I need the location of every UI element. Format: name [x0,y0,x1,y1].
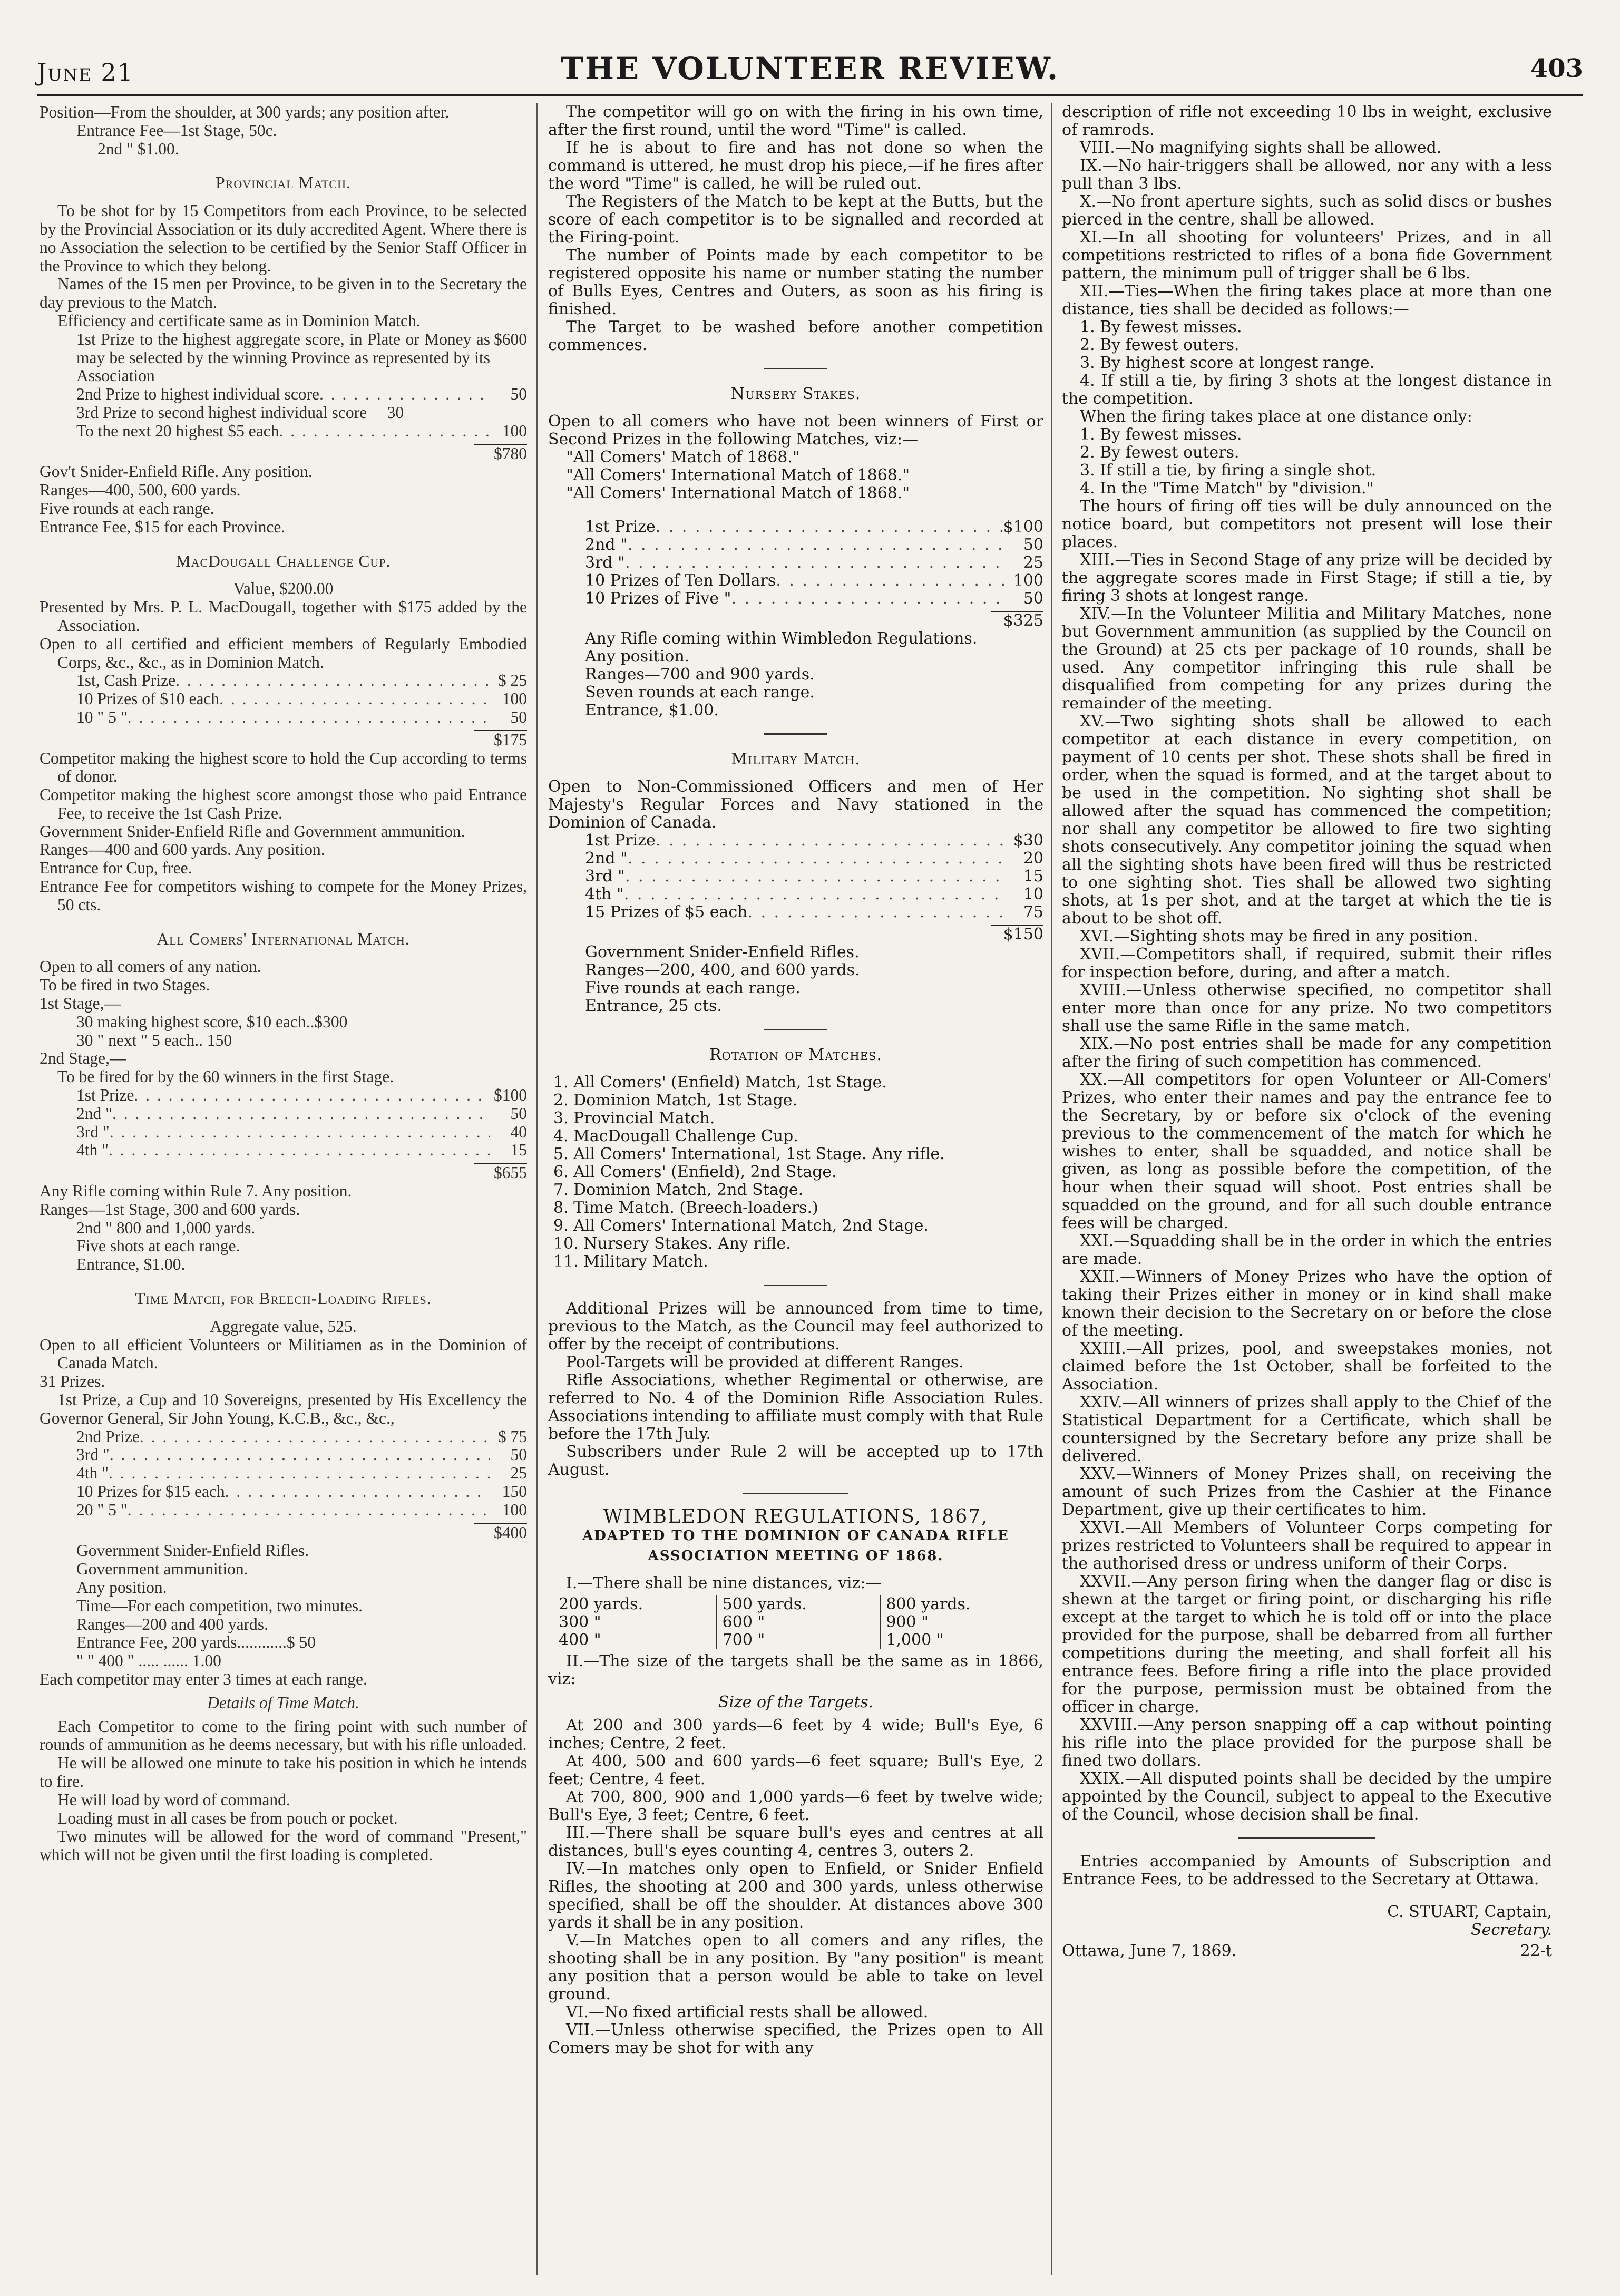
prize-row [40,1428,527,1446]
prize-label: 2nd Prize [76,1427,140,1446]
prize-label: 3rd Prize to second highest individual score [76,403,367,422]
paragraph: Open to all certified and efficient members of Regularly Embodied Corps, &c., &c., as in Dominion Match. [40,634,527,672]
section-heading: Provincial Match. [216,173,351,192]
prize-total: $325 [1003,611,1043,630]
paragraph: Five rounds at each range. [585,979,801,997]
paragraph: Entrance Fee for competitors wishing to compete for the Money Prizes, 50 cts. [40,877,527,914]
prize-row [40,1501,527,1520]
list-item: 1. By fewest misses. [1080,425,1242,444]
prize-total: $780 [494,444,527,463]
paragraph: At 200 and 300 yards—6 feet by 4 wide; Bull's Eye, 6 inches; Centre, 2 feet. [548,1716,1043,1753]
paragraph: Pool-Targets will be provided at different Ranges. [566,1353,964,1371]
paragraph: Government Snider-Enfield Rifles. [585,943,860,961]
prize-list [548,832,1043,943]
paragraph: He will load by word of command. [57,1790,290,1809]
paragraph: If he is about to fire and has not done so when the command is uttered, he must drop his piece,—if he fires after the word "Time" is called, he will be ruled out. [548,139,1043,193]
list-item: 8. Time Match. (Breech-loaders.) [553,1199,818,1217]
paragraph: "All Comers' International Match of 1868." [566,484,910,502]
prize-amount: 100 [502,689,527,708]
paragraph: The number of Points made by each competitor to be registered opposite his name or number stating the number of Bulls Eyes, Centres and Outers, as soon as his firing is finished. [548,246,1043,318]
prize-row [40,672,527,690]
section-title: WIMBLEDON REGULATIONS, 1867, [603,1506,989,1528]
prize-label: 2nd Prize to highest individual score [76,385,320,404]
rotation-list [548,1074,1043,1271]
paragraph: Competitor making the highest score amongst those who paid Entrance Fee, to receive the 1st Cash Prize. [40,785,527,822]
prize-row [548,903,1043,921]
paragraph: Any position. [585,647,690,666]
prize-row [40,1086,527,1105]
prize-label: 10 Prizes of $10 each [76,689,220,708]
paragraph: XXIV.—All winners of prizes shall apply to the Chief of the Statistical Department for a Certificate, which shall be countersigned by the Secretary before any prize shall be delivered. [1062,1393,1552,1465]
prize-row [40,404,527,422]
prize-row [548,886,1043,903]
paragraph: The hours of firing off ties will be duly announced on the notice board, but competitors not present will lose their places. [1062,497,1552,551]
prize-amount: 50 [510,1445,527,1464]
prize-amount: 50 [510,385,527,404]
subsection-heading: Details of Time Match. [207,1693,359,1712]
section-heading: Nursery Stakes. [730,385,861,403]
distance-cell: 200 yards. [559,1595,643,1613]
place-date: Ottawa, June 7, 1869. [1062,1942,1237,1960]
paragraph: Two minutes will be allowed for the word of command "Present," which will not be given until the first loading is completed. [40,1827,527,1864]
prize-total: $400 [494,1523,527,1542]
prize-label: 4th " [585,885,624,903]
prize-total: $655 [494,1163,527,1182]
issue-date: June 21 [37,58,134,86]
list-item: 3. Provincial Match. [553,1109,715,1127]
prize-label: 10 Prizes of Five " [585,589,731,608]
prize-label: 1st Prize [76,1086,134,1105]
prize-row [40,385,527,404]
paragraph: IV.—In matches only open to Enfield, or Snider Enfield Rifles, the shooting at 200 and 300 yards, unless otherwise specified, shall be off the shoulder. At distances above 300 yards it shall be in any position. [548,1860,1043,1932]
paragraph: XVI.—Sighting shots may be fired in any position. [1080,927,1478,946]
prize-row [40,1446,527,1464]
paragraph: To be fired for by the 60 winners in the first Stage. [57,1067,394,1086]
section-heading: Military Match. [731,750,861,768]
paragraph: II.—The size of the targets shall be the same as in 1866, viz: [548,1652,1043,1688]
section-divider [743,1493,848,1494]
prize-row [548,518,1043,536]
paragraph: 2nd " 800 and 1,000 yards. [76,1218,256,1237]
paragraph: Entrance, $1.00. [585,701,719,719]
paragraph: Position—From the shoulder, at 300 yards; any position after. [40,103,450,121]
prize-total: $175 [494,730,527,749]
paragraph: Names of the 15 men per Province, to be given in to the Secretary the day previous to the Match. [40,275,527,312]
masthead-title: THE VOLUNTEER REVIEW. [560,51,1060,86]
paragraph: Time—For each competition, two minutes. [76,1596,363,1615]
paragraph: IX.—No hair-triggers shall be allowed, nor any with a less pull than 3 lbs. [1062,157,1552,193]
column-3 [1062,103,1552,2275]
paragraph: " " 400 " ..... ...... 1.00 [76,1651,221,1670]
paragraph: Value, $200.00 [233,579,334,598]
prize-label: 20 " 5 " [76,1500,128,1519]
paragraph: XX.—All competitors for open Volunteer or All-Comers' Prizes, who enter their names and pay the entrance fee to the Secretary, by or before six o'clock of the evening previous to the commencement of the match for which he wishes to enter, shall be squadded, and notice shall be given, as long as possible before the competition, of the hour when their squad will shoot. Post entries shall be squadded on the ground, and for all such double entrance fees will be charged. [1062,1071,1552,1232]
paragraph: "All Comers' International Match of 1868." [566,466,910,484]
paragraph: Seven rounds at each range. [585,683,815,702]
paragraph: Any Rifle coming within Rule 7. Any position. [40,1182,352,1201]
distance-table [553,1595,1043,1649]
dateline [1062,1942,1552,1960]
paragraph: Ranges—200 and 400 yards. [76,1614,268,1633]
prize-label: 3rd " [76,1445,110,1464]
column-divider [536,103,538,2275]
prize-label: 3rd " [585,553,625,572]
section-divider [764,368,827,369]
paragraph: XV.—Two sighting shots shall be allowed to each competitor at each distance in every competition, on payment of 10 cents per shot. These shots shall be fired in order, when the squad is formed, and at the target about to be used in the competition. No sighting shot shall be allowed after the squad has commenced the competition; nor shall any competitor be allowed to fire two sighting shots consecutively. Any competitor joining the squad when all the sighting shots have been fired will thus be restricted to one sighting shot. Ties shall be allowed two sighting shots, at 1s per shot, and at the target at which the tie is about to be shot off. [1062,712,1552,928]
prize-amount: 75 [1023,903,1043,921]
paragraph: XI.—In all shooting for volunteers' Prizes, and in all competitions restricted to rifles of a bona fide Government pattern, the minimum pull of trigger shall be 6 lbs. [1062,228,1552,283]
prize-amount: 100 [502,1500,527,1519]
paragraph: 1st Prize, a Cup and 10 Sovereigns, presented by His Excellency the Governor General, Sir John Young, K.C.B., &c., &c., [40,1390,527,1427]
prize-amount: 30 [387,403,404,422]
distance-cell: 900 " [886,1613,929,1631]
prize-row [40,1141,527,1160]
list-item: 11. Military Match. [553,1252,708,1271]
subsection-heading: Size of the Targets. [718,1693,874,1711]
prize-amount: 25 [1023,553,1043,572]
paragraph: Entries accompanied by Amounts of Subscription and Entrance Fees, to be addressed to the Secretary at Ottawa. [1062,1852,1552,1889]
prize-amount: 50 [510,707,527,726]
paragraph: XVII.—Competitors shall, if required, submit their rifles for inspection before, during, and after a match. [1062,945,1552,981]
paragraph: XIII.—Ties in Second Stage of any prize will be decided by the aggregate scores made in First Stage; if still a tie, by firing 3 shots at longest range. [1062,551,1552,605]
paragraph: Five rounds at each range. [40,499,214,518]
distance-cell: 300 " [559,1613,601,1631]
paragraph: XXIII.—All prizes, pool, and sweepstakes monies, not claimed before the 1st October, shall be forfeited to the Association. [1062,1339,1552,1394]
paragraph: Entrance Fee, 200 yards............$ 50 [76,1633,316,1652]
paragraph: Additional Prizes will be announced from time to time, previous to the Match, as the Council may feel authorized to offer by the receipt of contributions. [548,1299,1043,1354]
prize-row [548,850,1043,868]
paragraph: Open to all efficient Volunteers or Militiamen as in the Dominion of Canada Match. [40,1335,527,1373]
paragraph: 1st Stage,— [40,994,121,1013]
prize-total: $150 [1003,925,1043,943]
paragraph: VI.—No fixed artificial rests shall be allowed. [566,2003,929,2021]
column-1 [40,103,527,2275]
prize-list [40,1086,527,1182]
paragraph: VII.—Unless otherwise specified, the Prizes open to All Comers may be shot for with any [548,2021,1043,2057]
prize-list [40,1428,527,1542]
paragraph: 2nd " $1.00. [97,139,179,158]
paragraph: When the firing takes place at one distance only: [1080,407,1472,426]
section-heading: MacDougall Challenge Cup. [175,551,391,570]
paragraph: description of rifle not exceeding 10 lbs in weight, exclusive of ramrods. [1062,103,1552,139]
list-item: 4. MacDougall Challenge Cup. [553,1127,798,1145]
paragraph: 30 making highest score, $10 each..$300 [76,1012,348,1031]
distance-cell: 500 yards. [722,1595,807,1613]
prize-row [40,1123,527,1142]
paragraph: III.—There shall be square bull's eyes and centres at all distances, bull's eyes counting 4, centres 3, outers 2. [548,1824,1043,1860]
page-number: 403 [1530,54,1583,83]
paragraph: 30 " next " 5 each.. 150 [76,1030,232,1049]
paragraph: Any position. [76,1578,167,1597]
prize-amount: 20 [1023,849,1043,868]
paragraph: Entrance, 25 cts. [585,997,722,1015]
paragraph: XII.—Ties—When the firing takes place at more than one distance, ties shall be decided as follows:— [1062,282,1552,318]
paragraph: 31 Prizes. [40,1372,105,1391]
paragraph: X.—No front aperture sights, such as solid discs or bushes pierced in the centre, shall be allowed. [1062,192,1552,229]
paragraph: Government Snider-Enfield Rifle and Government ammunition. [40,822,465,841]
prize-list [548,518,1043,630]
prize-label: 1st Prize [585,518,656,536]
list-item: 2. By fewest outers. [1080,443,1240,462]
prize-label: 3rd " [76,1122,110,1141]
paragraph: XXVI.—All Members of Volunteer Corps competing for prizes restricted to Volunteers shall be required to appear in the authorised dress or undress uniform of their Corps. [1062,1519,1552,1573]
column-divider [1051,103,1052,2275]
prize-row [548,572,1043,590]
running-head [37,51,1583,98]
prize-amount: $100 [494,1086,527,1105]
list-item: 1. By fewest misses. [1080,318,1242,336]
paragraph: Presented by Mrs. P. L. MacDougall, together with $175 added by the Association. [40,598,527,635]
prize-row [548,590,1043,608]
section-divider [764,1285,827,1286]
section-heading: Rotation of Matches. [709,1046,882,1064]
prize-row [40,1464,527,1483]
paragraph: To be shot for by 15 Competitors from each Province, to be selected by the Provincial Association or its duly accredited Agent. Where there is no Association the selection to be certified by the Senior Staff Officer in the Province to which they belong. [40,201,527,275]
prize-row [40,422,527,441]
paragraph: Ranges—200, 400, and 600 yards. [585,961,860,979]
paragraph: Rifle Associations, whether Regimental or otherwise, are referred to No. 4 of the Dominion Rifle Association Rules. Associations intending to affiliate must comply with that Rule before the 17th July. [548,1371,1043,1443]
paragraph: Entrance Fee—1st Stage, 50c. [76,121,277,140]
paragraph: XXII.—Winners of Money Prizes who have the option of taking their Prizes either in money or in kind shall make known their decision to the Secretary on or before the close of the meeting. [1062,1268,1552,1340]
prize-amount: $100 [1003,518,1043,536]
paragraph: Aggregate value, 525. [210,1317,357,1336]
prize-row [40,1105,527,1123]
paragraph: Ranges—700 and 900 yards. [585,665,815,684]
paragraph: At 400, 500 and 600 yards—6 feet square; Bull's Eye, 2 feet; Centre, 4 feet. [548,1752,1043,1788]
paragraph: Any Rifle coming within Wimbledon Regulations. [585,629,978,648]
distance-cell: 400 " [559,1631,601,1649]
prize-amount: 50 [510,1104,527,1123]
paragraph: XVIII.—Unless otherwise specified, no competitor shall enter more than once for any prize. No two competitors shall use the same Rifle in the same match. [1062,981,1552,1035]
prize-label: To the next 20 highest $5 each [76,421,279,440]
prize-amount: 25 [510,1464,527,1483]
paragraph: Government Snider-Enfield Rifles. [76,1541,309,1560]
prize-amount: 50 [1023,589,1043,608]
paragraph: XXI.—Squadding shall be in the order in which the entries are made. [1062,1232,1552,1268]
prize-amount: 40 [510,1122,527,1141]
paragraph: XIV.—In the Volunteer Militia and Military Matches, none but Government ammunition (as supplied by the Council on the Ground) at 25 cts per package of 10 rounds, shall be used. Any competitor infringing this rule shall be disqualified from competing for any prizes during the remainder of the meeting. [1062,605,1552,713]
prize-row [548,536,1043,554]
prize-label: 1st, Cash Prize [76,671,176,690]
prize-amount: $ 25 [497,671,527,690]
paragraph: Each Competitor to come to the firing point with such number of rounds of ammunition as he deems necessary, but with his rifle unloaded. [40,1717,527,1754]
prize-label: 4th " [76,1141,109,1160]
list-item: 3. By highest score at longest range. [1080,354,1375,372]
prize-label: 15 Prizes of $5 each [585,903,748,921]
paragraph: The competitor will go on with the firing in his own time, after the first round, until the word "Time" is called. [548,103,1043,139]
list-item: 10. Nursery Stakes. Any rifle. [553,1234,791,1253]
paragraph: "All Comers' Match of 1868." [566,448,800,466]
prize-amount: 10 [1023,885,1043,903]
paragraph: Five shots at each range. [76,1237,240,1256]
paragraph: Each competitor may enter 3 times at each range. [40,1669,367,1688]
paragraph: Entrance, $1.00. [76,1255,186,1274]
prize-row [548,554,1043,572]
section-heading: All Comers' International Match. [157,929,410,948]
prize-row [548,868,1043,886]
list-item: 5. All Comers' International, 1st Stage. Any rifle. [553,1145,945,1163]
paragraph: He will be allowed one minute to take his position in which he intends to fire. [40,1754,527,1791]
prize-label: 10 " 5 " [76,707,128,726]
paragraph: Subscribers under Rule 2 will be accepted up to 17th August. [548,1443,1043,1479]
prize-label: 1st Prize [585,831,656,850]
paragraph: XXIX.—All disputed points shall be decided by the umpire appointed by the Council, subject to appeal to the Executive of the Council, whose decision shall be final. [1062,1769,1552,1824]
list-item: 2. By fewest outers. [1080,336,1240,354]
column-2 [548,103,1043,2275]
prize-row [40,330,527,385]
prize-list [40,672,527,749]
paragraph: To be fired in two Stages. [40,976,210,995]
paragraph: 2nd Stage,— [40,1049,126,1068]
distance-column [717,1595,881,1649]
prize-amount: $600 [494,329,527,348]
prize-amount: $30 [1013,831,1043,850]
signature-role: Secretary. [1471,1921,1552,1939]
paragraph: Open to all comers who have not been winners of First or Second Prizes in the following Matches, viz:— [548,412,1043,449]
paragraph: Government ammunition. [76,1560,248,1579]
ad-code: 22-t [1520,1942,1552,1960]
prize-label: 2nd " [76,1104,112,1123]
paragraph: VIII.—No magnifying sights shall be allowed. [1080,139,1442,157]
section-divider [1238,1837,1375,1839]
paragraph: Ranges—400 and 600 yards. Any position. [40,840,325,859]
prize-amount: 100 [502,421,527,440]
paragraph: Efficiency and certificate same as in Dominion Match. [57,311,421,330]
paragraph: Ranges—400, 500, 600 yards. [40,481,241,500]
list-item: 7. Dominion Match, 2nd Stage. [553,1181,804,1199]
distance-cell: 700 " [722,1631,765,1649]
paragraph: XXVII.—Any person firing when the danger flag or disc is shewn at the target or firing point, or discharging his rifle except at the target to which he is told off or into the place provided for the purpose, shall be debarred from all further competitions during the meeting, and shall forfeit all his entrance fees. Before firing a rifle into the place provided for the purpose, permission must be obtained from the officer in charge. [1062,1572,1552,1716]
paragraph: Ranges—1st Stage, 300 and 600 yards. [40,1200,300,1219]
list-item: 4. In the "Time Match" by "division." [1080,479,1374,498]
signature-name: C. STUART, Captain, [1387,1903,1552,1921]
paragraph: XXVIII.—Any person snapping off a cap without pointing his rifle into the place provided for the purpose shall be fined two dollars. [1062,1716,1552,1770]
paragraph: Loading must in all cases be from pouch or pocket. [57,1808,398,1827]
prize-list [40,330,527,463]
prize-row [548,832,1043,850]
prize-label: 10 Prizes of Ten Dollars [585,571,776,590]
prize-amount: 150 [502,1482,527,1501]
paragraph: Entrance Fee, $15 for each Province. [40,517,286,536]
paragraph: Competitor making the highest score to hold the Cup according to terms of donor. [40,748,527,786]
paragraph: Gov't Snider-Enfield Rifle. Any position. [40,462,313,481]
paragraph: XXV.—Winners of Money Prizes shall, on receiving the amount of such Prizes from the Cashier at the Finance Department, give up their certificates to him. [1062,1465,1552,1519]
distance-cell: 600 " [722,1613,765,1631]
prize-row [40,690,527,708]
section-divider [764,1029,827,1030]
paragraph: The Registers of the Match to be kept at the Butts, but the score of each competitor is to be signalled and recorded at the Firing-point. [548,192,1043,247]
prize-row [40,708,527,727]
paragraph: At 700, 800, 900 and 1,000 yards—6 feet by twelve wide; Bull's Eye, 3 feet; Centre, 6 feet. [548,1788,1043,1824]
prize-amount: 15 [510,1141,527,1160]
list-item: 2. Dominion Match, 1st Stage. [553,1091,798,1110]
distance-cell: 1,000 " [886,1631,944,1649]
prize-label: 4th " [76,1464,109,1483]
list-item: 4. If still a tie, by firing 3 shots at the longest distance in the competition. [1062,372,1552,408]
prize-label: 1st Prize to the highest aggregate score, in Plate or Money as may be selected by the winning Province as represented by its Association [76,329,490,385]
paragraph: XIX.—No post entries shall be made for any competition after the firing of such competition has commenced. [1062,1035,1552,1071]
paragraph: Open to all comers of any nation. [40,957,261,976]
list-item: 3. If still a tie, by firing a single shot. [1080,461,1377,480]
paragraph: Entrance for Cup, free. [40,859,192,878]
section-subtitle: ADAPTED TO THE DOMINION OF CANADA RIFLE ASSOCIATION MEETING OF 1868. [582,1528,1009,1564]
list-item: 6. All Comers' (Enfield), 2nd Stage. [553,1163,837,1181]
paragraph: Open to Non-Commissioned Officers and men of Her Majesty's Regular Forces and Navy stationed in the Dominion of Canada. [548,777,1043,832]
section-divider [764,733,827,735]
prize-amount: 100 [1013,571,1043,590]
prize-label: 2nd " [585,849,628,868]
distance-column [881,1595,1043,1649]
paragraph: The Target to be washed before another competition commences. [548,318,1043,354]
paragraph: V.—In Matches open to all comers and any rifles, the shooting shall be in any position. By "any position" is meant any position that a person would be able to take on level ground. [548,1931,1043,2003]
section-heading: Time Match, for Breech-Loading Rifles. [135,1289,432,1308]
distance-cell: 800 yards. [886,1595,971,1613]
paragraph: I.—There shall be nine distances, viz:— [566,1574,882,1592]
header-rule [37,94,1583,96]
prize-amount: $ 75 [497,1427,527,1446]
distance-column [553,1595,717,1649]
prize-label: 3rd " [585,867,625,886]
prize-label: 10 Prizes for $15 each [76,1482,225,1501]
prize-label: 2nd " [585,536,628,554]
prize-amount: 15 [1023,867,1043,886]
prize-amount: 50 [1023,536,1043,554]
list-item: 1. All Comers' (Enfield) Match, 1st Stage. [553,1073,887,1092]
prize-row [40,1483,527,1501]
list-item: 9. All Comers' International Match, 2nd Stage. [553,1217,929,1235]
